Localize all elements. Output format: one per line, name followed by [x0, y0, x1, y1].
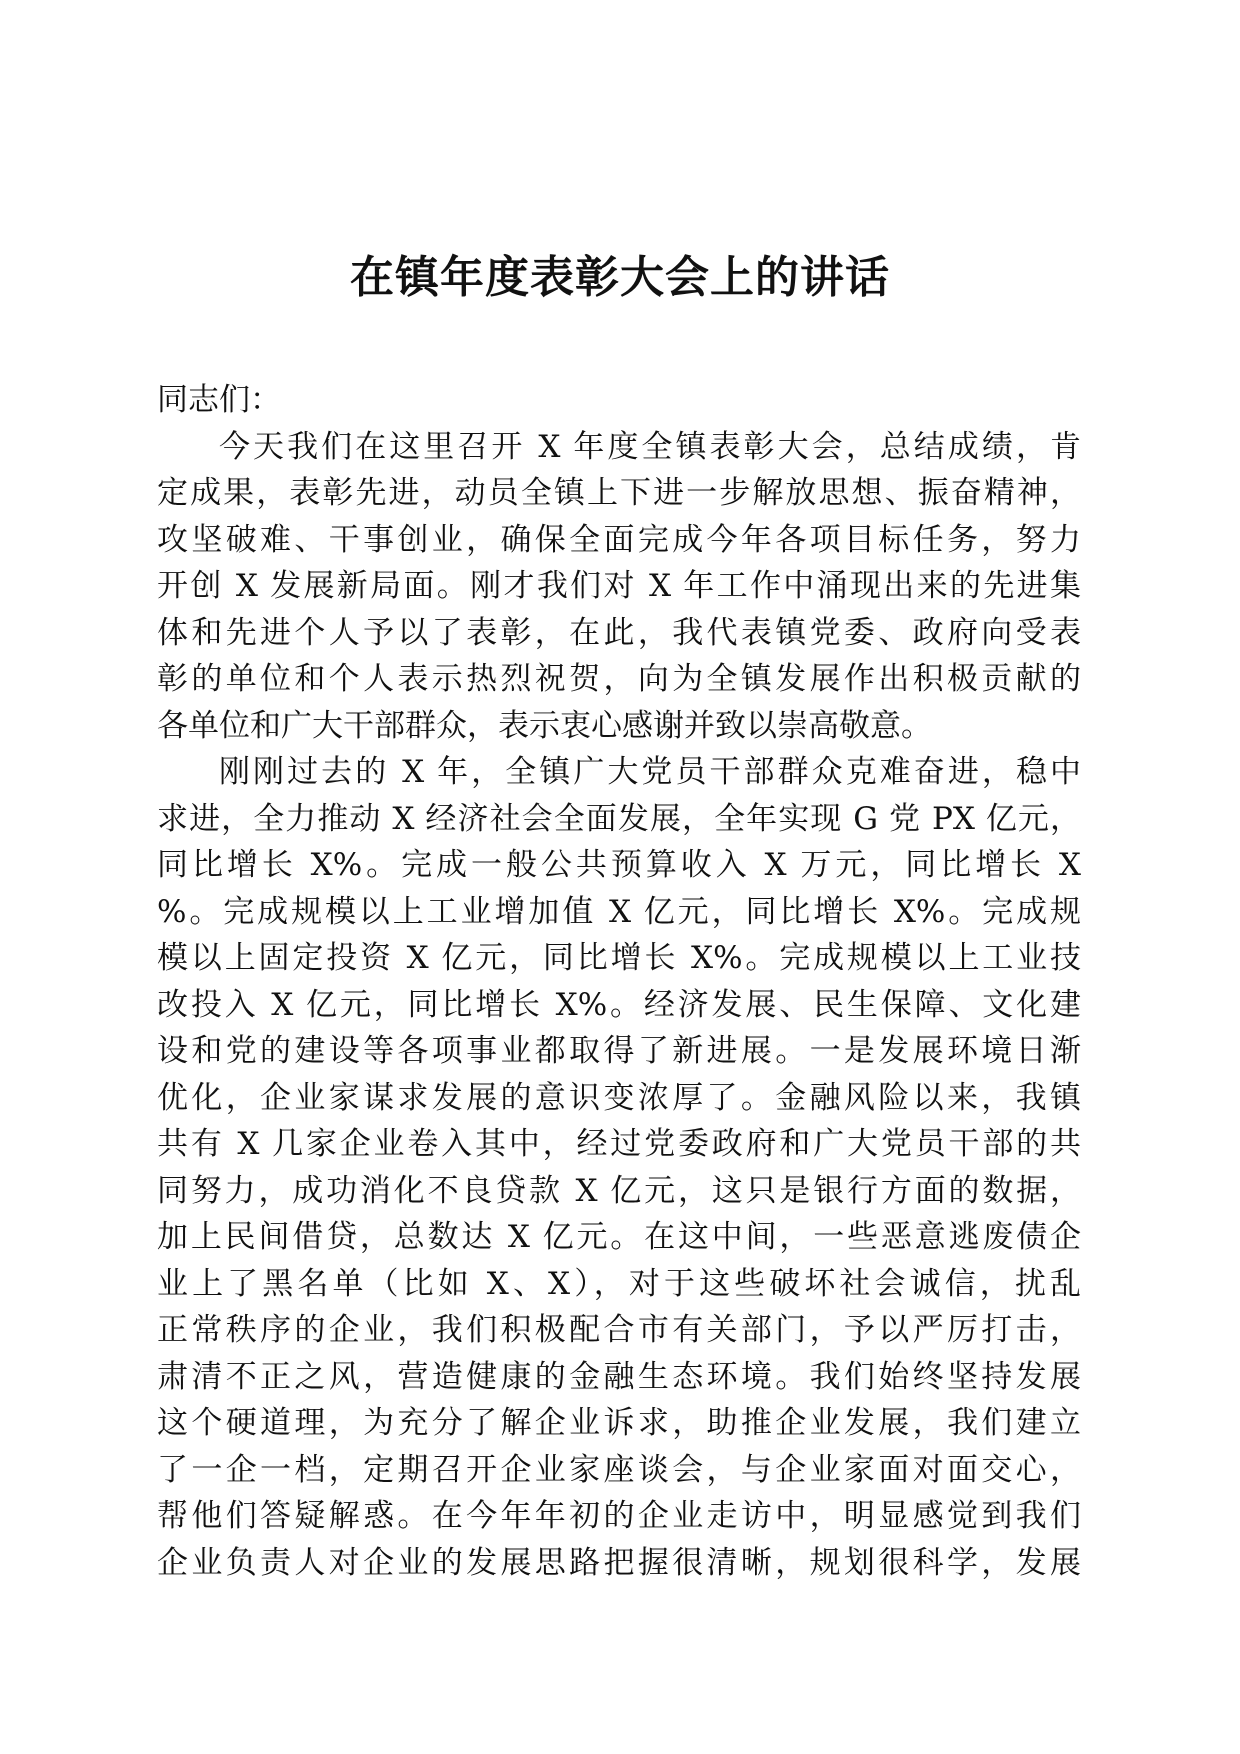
paragraph-2-line: 同努力，成功消化不良贷款 X 亿元，这只是银行方面的数据，: [157, 1172, 1081, 1209]
paragraph-2-line: 共有 X 几家企业卷入其中，经过党委政府和广大党员干部的共: [157, 1126, 1081, 1162]
paragraph-1-line: 各单位和广大干部群众，表示衷心感谢并致以崇高敬意。: [157, 707, 932, 744]
paragraph-2-line: %。完成规模以上工业增加值 X 亿元，同比增长 X%。完成规: [157, 893, 1081, 930]
paragraph-2-line: 刚刚过去的 X 年，全镇广大党员干部群众克难奋进，稳中: [219, 754, 1081, 790]
paragraph-2-line: 肃清不正之风，营造健康的金融生态环境。我们始终坚持发展: [157, 1358, 1081, 1395]
paragraph-2-line: 改投入 X 亿元，同比增长 X%。经济发展、民生保障、文化建: [157, 986, 1081, 1023]
paragraph-2-line: 企业负责人对企业的发展思路把握很清晰，规划很科学，发展: [157, 1544, 1081, 1581]
paragraph-2-line: 这个硬道理，为充分了解企业诉求，助推企业发展，我们建立: [157, 1405, 1081, 1441]
paragraph-2-line: 正常秩序的企业，我们积极配合市有关部门，予以严厉打击，: [157, 1312, 1081, 1348]
paragraph-2-line: 模以上固定投资 X 亿元，同比增长 X%。完成规模以上工业技: [157, 940, 1081, 976]
paragraph-2-line: 加上民间借贷，总数达 X 亿元。在这中间，一些恶意逃废债企: [157, 1219, 1081, 1255]
salutation: 同志们：: [157, 382, 281, 418]
paragraph-1-line: 体和先进个人予以了表彰，在此，我代表镇党委、政府向受表: [157, 614, 1081, 651]
paragraph-1-line: 彰的单位和个人表示热烈祝贺，向为全镇发展作出积极贡献的: [157, 661, 1081, 697]
paragraph-1-line: 攻坚破难、干事创业，确保全面完成今年各项目标任务，努力: [157, 521, 1081, 558]
document-body: [157, 377, 1081, 1586]
paragraph-2-line: 设和党的建设等各项事业都取得了新进展。一是发展环境日渐: [157, 1033, 1081, 1069]
paragraph-2-line: 同比增长 X%。完成一般公共预算收入 X 万元，同比增长 X: [157, 847, 1081, 883]
paragraph-2-line: 优化，企业家谋求发展的意识变浓厚了。金融风险以来，我镇: [157, 1079, 1081, 1116]
paragraph-1-line: 今天我们在这里召开 X 年度全镇表彰大会，总结成绩，肯: [219, 428, 1081, 465]
paragraph-2-line: 了一企一档，定期召开企业家座谈会，与企业家面对面交心，: [157, 1451, 1081, 1488]
paragraph-1-line: 定成果，表彰先进，动员全镇上下进一步解放思想、振奋精神，: [157, 475, 1081, 511]
paragraph-2-line: 业上了黑名单（比如 X、X），对于这些破坏社会诚信，扰乱: [157, 1265, 1081, 1302]
paragraph-2-line: 求进，全力推动 X 经济社会全面发展，全年实现 G 党 PX 亿元，: [157, 800, 1081, 837]
document-title: 在镇年度表彰大会上的讲话: [350, 252, 890, 303]
paragraph-2-line: 帮他们答疑解惑。在今年年初的企业走访中，明显感觉到我们: [157, 1498, 1081, 1534]
paragraph-1-line: 开创 X 发展新局面。刚才我们对 X 年工作中涌现出来的先进集: [157, 568, 1081, 604]
